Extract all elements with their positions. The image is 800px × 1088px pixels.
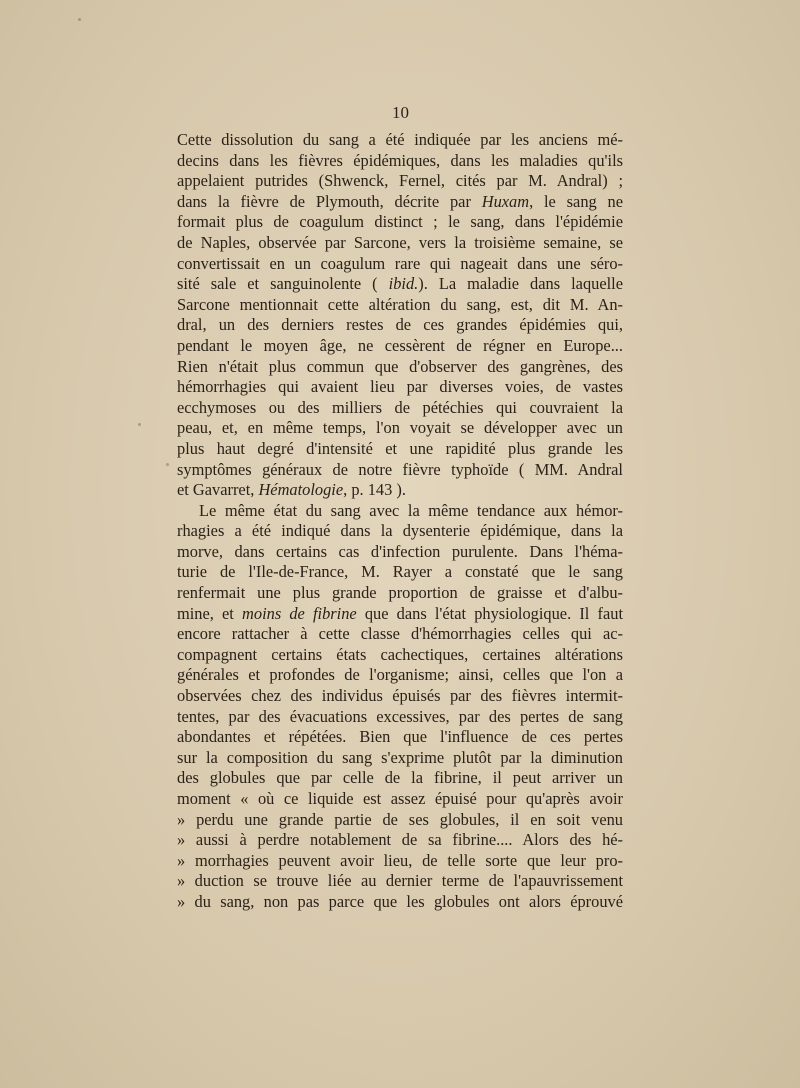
text-segment: , p. 143 ). bbox=[343, 480, 406, 500]
text-line bbox=[177, 604, 623, 625]
text-line bbox=[177, 562, 623, 583]
text-segment: générales et profondes de l'organisme; ainsi, celles que l'on a bbox=[177, 665, 623, 685]
paper-speck bbox=[138, 423, 141, 426]
text-segment: mine, et bbox=[177, 603, 243, 623]
text-line bbox=[177, 830, 623, 851]
text-line bbox=[177, 768, 623, 789]
text-segment: Cette dissolution du sang a été indiquée par les anciens mé- bbox=[177, 130, 623, 149]
text-segment: pendant le moyen âge, ne cessèrent de régner en Europe... bbox=[177, 335, 623, 355]
text-line bbox=[177, 727, 623, 748]
text-line bbox=[177, 645, 623, 666]
text-segment: tentes, par des évacuations excessives, par des pertes de sang bbox=[177, 706, 623, 726]
text-line bbox=[177, 418, 623, 439]
text-segment: » perdu une grande partie de ses globules, il en soit venu bbox=[177, 809, 623, 829]
italic-text: Hématologie bbox=[258, 480, 344, 500]
text-segment: symptômes généraux de notre fièvre typhoïde ( MM. Andral bbox=[177, 459, 623, 479]
text-segment: moment « où ce liquide est assez épuisé pour qu'après avoir bbox=[177, 789, 623, 808]
text-segment: » duction se trouve liée au dernier terme de l'apauvrissement bbox=[177, 871, 623, 891]
text-line bbox=[177, 151, 623, 172]
text-line bbox=[177, 707, 623, 728]
text-segment: » morrhagies peuvent avoir lieu, de telle sorte que leur pro- bbox=[177, 850, 623, 870]
text-line bbox=[177, 212, 623, 233]
text-line bbox=[177, 398, 623, 419]
text-line bbox=[177, 460, 623, 481]
text-line bbox=[177, 871, 623, 892]
text-segment: encore rattacher à cette classe d'hémorrhagies celles qui ac- bbox=[177, 624, 623, 644]
text-segment: turie de l'Ile-de-France, M. Rayer a constaté que le sang bbox=[177, 562, 623, 582]
text-line bbox=[177, 357, 623, 378]
text-segment: formait plus de coagulum distinct ; le sang, dans l'épidémie bbox=[177, 212, 623, 232]
text-segment: renfermait une plus grande proportion de graisse et d'albu- bbox=[177, 583, 623, 603]
text-segment: rhagies a été indiqué dans la dysenterie épidémique, dans la bbox=[177, 521, 623, 541]
text-segment: dans la fièvre de Plymouth, décrite par bbox=[177, 191, 482, 211]
text-segment: compagnent certains états cachectiques, certaines altérations bbox=[177, 644, 623, 664]
text-segment: peau, et, en même temps, l'on voyait se développer avec un bbox=[177, 418, 623, 438]
text-segment: Rien n'était plus commun que d'observer des gangrènes, des bbox=[177, 356, 623, 376]
text-line bbox=[177, 192, 623, 213]
text-segment: plus haut degré d'intensité et une rapidité plus grande les bbox=[177, 438, 623, 458]
italic-text: moins de fibrine bbox=[242, 603, 357, 623]
text-segment: » du sang, non pas parce que les globules ont alors éprouvé bbox=[177, 891, 623, 911]
text-segment: dral, un des derniers restes de ces grandes épidémies qui, bbox=[177, 315, 623, 335]
text-segment: » aussi à perdre notablement de sa fibrine.... Alors des hé- bbox=[177, 830, 623, 850]
text-line bbox=[177, 254, 623, 275]
text-segment: ecchymoses ou des milliers de pétéchies qui couvraient la bbox=[177, 397, 623, 417]
text-line bbox=[177, 686, 623, 707]
text-line bbox=[177, 377, 623, 398]
text-segment: sité sale et sanguinolente ( bbox=[177, 274, 389, 294]
text-line bbox=[177, 542, 623, 563]
text-line bbox=[177, 171, 623, 192]
text-line bbox=[177, 480, 623, 501]
page-number: 10 bbox=[392, 103, 409, 122]
text-segment: ). La maladie dans laquelle bbox=[418, 274, 623, 294]
text-segment: observées chez des individus épuisés par des fièvres intermit- bbox=[177, 686, 623, 706]
text-segment: decins dans les fièvres épidémiques, dans les maladies qu'ils bbox=[177, 150, 623, 170]
text-line bbox=[177, 315, 623, 336]
text-segment: appelaient putrides (Shwenck, Fernel, cités par M. Andral) ; bbox=[177, 171, 623, 191]
text-line bbox=[177, 665, 623, 686]
text-line bbox=[177, 336, 623, 357]
text-line bbox=[177, 851, 623, 872]
text-line bbox=[177, 810, 623, 831]
text-segment: morve, dans certains cas d'infection purulente. Dans l'héma- bbox=[177, 541, 623, 561]
italic-text: Huxam bbox=[481, 191, 530, 211]
text-segment: et Gavarret, bbox=[177, 480, 259, 500]
text-segment: hémorrhagies qui avaient lieu par diverses voies, de vastes bbox=[177, 377, 623, 397]
text-line bbox=[177, 583, 623, 604]
text-line bbox=[177, 892, 623, 913]
text-segment: convertissait en un coagulum rare qui nageait dans une séro- bbox=[177, 253, 623, 273]
text-line bbox=[177, 274, 623, 295]
text-line bbox=[177, 748, 623, 769]
paper-speck bbox=[78, 18, 81, 21]
text-segment: Sarcone mentionnait cette altération du sang, est, dit M. An- bbox=[177, 294, 623, 314]
text-segment: abondantes et répétées. Bien que l'influence de ces pertes bbox=[177, 727, 623, 747]
text-line bbox=[177, 233, 623, 254]
text-line bbox=[177, 130, 623, 151]
text-segment: , le sang ne bbox=[529, 191, 623, 211]
text-segment: de Naples, observée par Sarcone, vers la troisième semaine, se bbox=[177, 232, 623, 252]
text-segment: Le même état du sang avec la même tendance aux hémor- bbox=[199, 500, 623, 520]
text-segment: des globules que par celle de la fibrine, il peut arriver un bbox=[177, 768, 623, 788]
text-line bbox=[177, 439, 623, 460]
text-segment: sur la composition du sang s'exprime plutôt par la diminution bbox=[177, 747, 623, 767]
body-text bbox=[177, 130, 623, 913]
text-line bbox=[177, 789, 623, 810]
italic-text: ibid. bbox=[388, 274, 419, 294]
text-line bbox=[177, 521, 623, 542]
text-line bbox=[177, 501, 623, 522]
paper-speck bbox=[166, 463, 169, 466]
text-line bbox=[177, 624, 623, 645]
text-segment: que dans l'état physiologique. Il faut bbox=[356, 603, 623, 623]
text-line bbox=[177, 295, 623, 316]
